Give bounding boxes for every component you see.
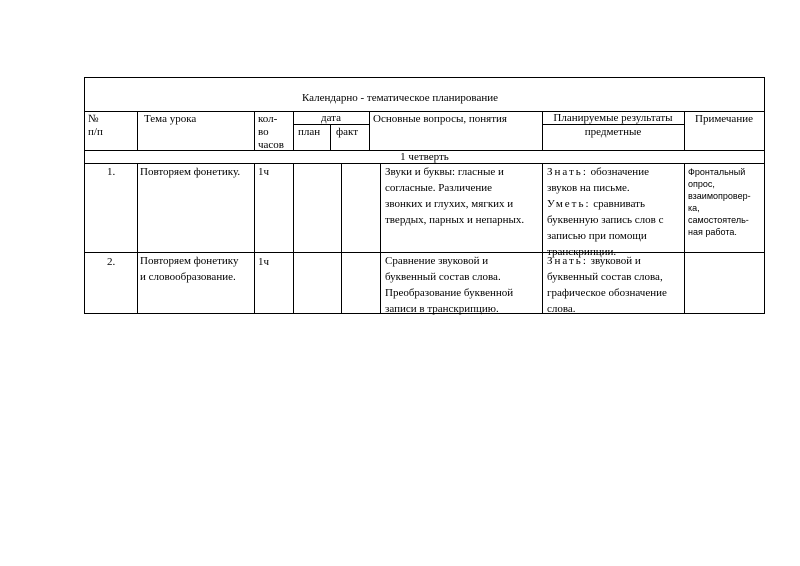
col-line-num xyxy=(137,111,138,151)
row2-concepts-line1: Сравнение звуковой и xyxy=(385,255,489,267)
body-line-plan xyxy=(341,163,342,314)
row1-concepts xyxy=(385,164,524,228)
row2-know-text: звуковой и xyxy=(590,255,641,267)
row2-num: 2. xyxy=(107,256,116,268)
row2-topic xyxy=(140,253,238,285)
body-line-results xyxy=(684,163,685,314)
header-hours-line1: кол- xyxy=(258,113,278,125)
row1-hours: 1ч xyxy=(258,166,270,178)
header-num-line2: п/п xyxy=(88,126,103,138)
header-hours xyxy=(258,113,284,152)
row1-results-line6: транскрипции. xyxy=(547,246,617,258)
body-line-topic xyxy=(254,163,255,314)
row2-topic-line1: Повторяем фонетику xyxy=(140,255,239,267)
row1-results-line2: звуков на письме. xyxy=(547,182,630,194)
table-title: Календарно - тематическое планирование xyxy=(301,92,499,104)
header-concepts: Основные вопросы, понятия xyxy=(373,113,507,125)
row2-results-line2: буквенный состав слова, xyxy=(547,271,663,283)
header-topic: Тема урока xyxy=(144,113,197,125)
row1-concepts-line4: твердых, парных и непарных. xyxy=(385,214,525,226)
header-hours-line2: во xyxy=(258,126,269,138)
row1-notes-line4: ка, xyxy=(688,203,700,213)
row1-num: 1. xyxy=(107,166,116,178)
row1-results xyxy=(547,164,663,260)
row1-notes-line2: опрос, xyxy=(688,179,715,189)
header-notes: Примечание xyxy=(695,113,753,125)
body-line-fact xyxy=(380,163,381,314)
row1-results-line3 xyxy=(547,196,663,212)
row1-can-label: Уметь: xyxy=(547,198,591,210)
row1-results-line5: записью при помощи xyxy=(547,230,647,242)
row2-topic-line2: и словообразование. xyxy=(140,271,236,283)
table-border-right xyxy=(764,77,765,314)
row2-concepts-line4: записи в транскрипцию. xyxy=(385,303,499,315)
row1-know-text: обозначение xyxy=(590,166,649,178)
row1-notes-line1: Фронтальный xyxy=(688,167,746,177)
header-num-line1: № xyxy=(88,113,99,125)
header-num xyxy=(88,113,103,139)
header-fact: факт xyxy=(336,126,359,138)
row2-know-label: Знать: xyxy=(547,255,588,267)
row1-notes xyxy=(688,166,751,238)
row2-results-line1 xyxy=(547,253,667,269)
row2-concepts-line2: буквенный состав слова. xyxy=(385,271,501,283)
header-hours-line3: часов xyxy=(258,139,284,151)
row1-notes-line3: взаимопровер- xyxy=(688,191,751,201)
col-line-plan xyxy=(330,124,331,151)
row2-concepts-line3: Преобразование буквенной xyxy=(385,287,514,299)
col-line-topic xyxy=(254,111,255,151)
row2-concepts xyxy=(385,253,513,317)
body-line-concepts xyxy=(542,163,543,314)
header-results-sub: предметные xyxy=(584,126,642,138)
row2-results-line4: слова. xyxy=(547,303,576,315)
header-results: Планируемые результаты xyxy=(553,112,673,124)
table-border-left xyxy=(84,77,85,314)
row2-hours: 1ч xyxy=(258,256,270,268)
table-border-top xyxy=(84,77,765,78)
row2-results xyxy=(547,253,667,317)
row1-can-text: сравнивать xyxy=(593,198,645,210)
row1-results-line4: буквенную запись слов с xyxy=(547,214,664,226)
body-line-hours xyxy=(293,163,294,314)
row1-concepts-line3: звонких и глухих, мягких и xyxy=(385,198,514,210)
row1-results-line1 xyxy=(547,164,663,180)
row1-notes-line5: самостоятель- xyxy=(688,215,749,225)
section-title: 1 четверть xyxy=(400,151,449,163)
body-line-num xyxy=(137,163,138,314)
header-date: дата xyxy=(320,112,342,124)
row1-topic: Повторяем фонетику. xyxy=(140,166,241,178)
header-plan: план xyxy=(298,126,321,138)
row1-notes-line6: ная работа. xyxy=(688,227,737,237)
row1-know-label: Знать: xyxy=(547,166,588,178)
row2-results-line3: графическое обозначение xyxy=(547,287,667,299)
row1-concepts-line2: согласные. Различение xyxy=(385,182,493,194)
row1-concepts-line1: Звуки и буквы: гласные и xyxy=(385,166,504,178)
col-line-date xyxy=(369,111,370,151)
